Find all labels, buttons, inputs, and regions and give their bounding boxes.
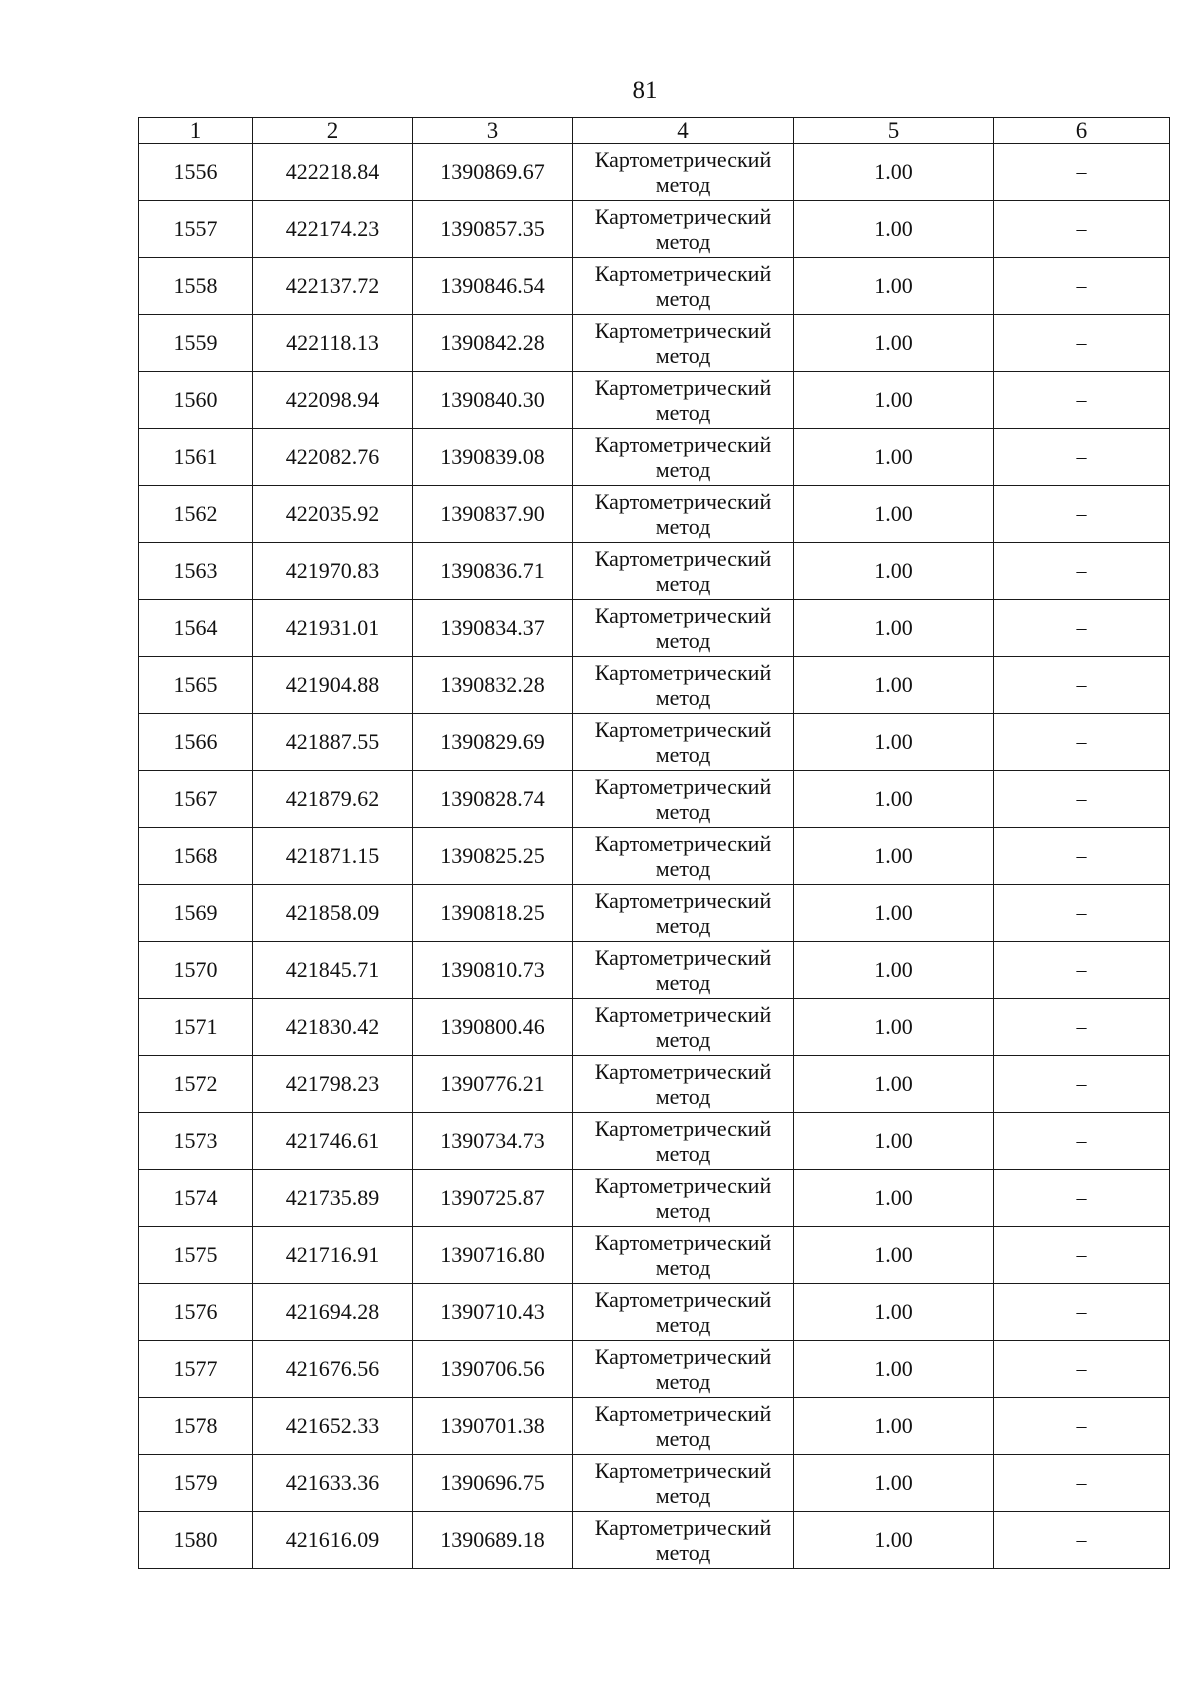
point-number-cell: 1571 [139,999,253,1056]
note-cell: – [994,1056,1170,1113]
method-cell [573,201,794,258]
method-line-1: Картометрический [594,1002,772,1027]
table-row [139,1455,1170,1512]
y-coordinate-cell: 1390696.75 [413,1455,573,1512]
note-cell: – [994,1227,1170,1284]
table-row [139,1227,1170,1284]
method-line-2: метод [655,856,711,881]
method-cell [573,828,794,885]
method-line-1: Картометрический [594,147,772,172]
x-coordinate-cell: 421871.15 [253,828,413,885]
accuracy-cell: 1.00 [794,771,994,828]
note-cell: – [994,543,1170,600]
x-coordinate-cell: 421879.62 [253,771,413,828]
method-line-1: Картометрический [594,945,772,970]
y-coordinate-cell: 1390842.28 [413,315,573,372]
x-coordinate-cell: 421904.88 [253,657,413,714]
note-cell: – [994,942,1170,999]
accuracy-cell: 1.00 [794,372,994,429]
method-line-1: Картометрический [594,660,772,685]
note-cell: – [994,600,1170,657]
accuracy-cell: 1.00 [794,714,994,771]
x-coordinate-cell: 421676.56 [253,1341,413,1398]
x-coordinate-cell: 421858.09 [253,885,413,942]
page-number: 81 [632,77,658,104]
note-cell: – [994,1170,1170,1227]
accuracy-cell: 1.00 [794,1398,994,1455]
y-coordinate-cell: 1390734.73 [413,1113,573,1170]
point-number-cell: 1556 [139,144,253,201]
method-cell [573,1170,794,1227]
note-cell: – [994,372,1170,429]
accuracy-cell: 1.00 [794,828,994,885]
table-row [139,258,1170,315]
table-row [139,942,1170,999]
y-coordinate-cell: 1390828.74 [413,771,573,828]
note-cell: – [994,1341,1170,1398]
accuracy-cell: 1.00 [794,885,994,942]
column-header: 4 [573,118,794,144]
method-cell [573,543,794,600]
point-number-cell: 1569 [139,885,253,942]
accuracy-cell: 1.00 [794,1170,994,1227]
method-line-1: Картометрический [594,774,772,799]
x-coordinate-cell: 421735.89 [253,1170,413,1227]
point-number-cell: 1566 [139,714,253,771]
table-row [139,1056,1170,1113]
accuracy-cell: 1.00 [794,1056,994,1113]
x-coordinate-cell: 421746.61 [253,1113,413,1170]
point-number-cell: 1557 [139,201,253,258]
method-cell [573,1284,794,1341]
x-coordinate-cell: 422174.23 [253,201,413,258]
method-line-2: метод [655,229,711,254]
y-coordinate-cell: 1390834.37 [413,600,573,657]
y-coordinate-cell: 1390800.46 [413,999,573,1056]
table-row [139,1512,1170,1569]
point-number-cell: 1558 [139,258,253,315]
note-cell: – [994,1113,1170,1170]
method-line-2: метод [655,1369,711,1394]
method-line-2: метод [655,1483,711,1508]
column-header: 6 [994,118,1170,144]
point-number-cell: 1572 [139,1056,253,1113]
accuracy-cell: 1.00 [794,258,994,315]
point-number-cell: 1570 [139,942,253,999]
note-cell: – [994,828,1170,885]
accuracy-cell: 1.00 [794,1113,994,1170]
method-line-2: метод [655,172,711,197]
accuracy-cell: 1.00 [794,1512,994,1569]
note-cell: – [994,144,1170,201]
point-number-cell: 1578 [139,1398,253,1455]
table-row [139,1341,1170,1398]
x-coordinate-cell: 421970.83 [253,543,413,600]
table-row [139,201,1170,258]
table-header [139,118,1170,144]
point-number-cell: 1576 [139,1284,253,1341]
method-line-2: метод [655,400,711,425]
point-number-cell: 1561 [139,429,253,486]
point-number-cell: 1562 [139,486,253,543]
method-line-2: метод [655,1027,711,1052]
table-row [139,600,1170,657]
y-coordinate-cell: 1390839.08 [413,429,573,486]
accuracy-cell: 1.00 [794,315,994,372]
method-line-2: метод [655,970,711,995]
note-cell: – [994,771,1170,828]
y-coordinate-cell: 1390846.54 [413,258,573,315]
method-cell [573,714,794,771]
method-line-1: Картометрический [594,261,772,286]
method-line-1: Картометрический [594,432,772,457]
method-line-2: метод [655,571,711,596]
method-cell [573,1227,794,1284]
accuracy-cell: 1.00 [794,942,994,999]
method-cell [573,1512,794,1569]
y-coordinate-cell: 1390716.80 [413,1227,573,1284]
x-coordinate-cell: 421845.71 [253,942,413,999]
method-line-2: метод [655,1312,711,1337]
method-line-1: Картометрический [594,318,772,343]
point-number-cell: 1563 [139,543,253,600]
method-line-1: Картометрический [594,546,772,571]
accuracy-cell: 1.00 [794,999,994,1056]
table-row [139,144,1170,201]
method-line-2: метод [655,1426,711,1451]
method-line-2: метод [655,1084,711,1109]
method-line-1: Картометрический [594,831,772,856]
method-line-2: метод [655,343,711,368]
method-line-2: метод [655,1540,711,1565]
note-cell: – [994,714,1170,771]
note-cell: – [994,1455,1170,1512]
point-number-cell: 1559 [139,315,253,372]
x-coordinate-cell: 421798.23 [253,1056,413,1113]
point-number-cell: 1574 [139,1170,253,1227]
method-cell [573,429,794,486]
table-row [139,1113,1170,1170]
table-row [139,1284,1170,1341]
method-line-1: Картометрический [594,1401,772,1426]
method-line-2: метод [655,799,711,824]
accuracy-cell: 1.00 [794,1455,994,1512]
note-cell: – [994,1398,1170,1455]
y-coordinate-cell: 1390836.71 [413,543,573,600]
y-coordinate-cell: 1390832.28 [413,657,573,714]
method-cell [573,942,794,999]
note-cell: – [994,201,1170,258]
method-cell [573,1341,794,1398]
y-coordinate-cell: 1390825.25 [413,828,573,885]
point-number-cell: 1568 [139,828,253,885]
column-header: 1 [139,118,253,144]
method-line-2: метод [655,1198,711,1223]
table-row [139,714,1170,771]
method-cell [573,144,794,201]
method-line-1: Картометрический [594,1344,772,1369]
accuracy-cell: 1.00 [794,600,994,657]
x-coordinate-cell: 422035.92 [253,486,413,543]
method-cell [573,999,794,1056]
table-row [139,486,1170,543]
x-coordinate-cell: 421716.91 [253,1227,413,1284]
x-coordinate-cell: 422218.84 [253,144,413,201]
method-cell [573,1113,794,1170]
x-coordinate-cell: 422137.72 [253,258,413,315]
table-row [139,372,1170,429]
y-coordinate-cell: 1390829.69 [413,714,573,771]
table-row [139,999,1170,1056]
method-line-2: метод [655,628,711,653]
table-row [139,543,1170,600]
method-line-1: Картометрический [594,489,772,514]
method-line-1: Картометрический [594,1059,772,1084]
method-cell [573,1455,794,1512]
note-cell: – [994,429,1170,486]
method-line-2: метод [655,1141,711,1166]
method-line-1: Картометрический [594,204,772,229]
y-coordinate-cell: 1390710.43 [413,1284,573,1341]
accuracy-cell: 1.00 [794,429,994,486]
y-coordinate-cell: 1390776.21 [413,1056,573,1113]
y-coordinate-cell: 1390706.56 [413,1341,573,1398]
table-row [139,828,1170,885]
note-cell: – [994,315,1170,372]
note-cell: – [994,1284,1170,1341]
method-cell [573,1398,794,1455]
header-row [139,118,1170,144]
method-cell [573,258,794,315]
method-line-2: метод [655,514,711,539]
point-number-cell: 1560 [139,372,253,429]
table-row [139,1398,1170,1455]
method-cell [573,600,794,657]
method-line-1: Картометрический [594,1515,772,1540]
table-row [139,885,1170,942]
method-cell [573,1056,794,1113]
y-coordinate-cell: 1390869.67 [413,144,573,201]
point-number-cell: 1565 [139,657,253,714]
column-header: 3 [413,118,573,144]
point-number-cell: 1575 [139,1227,253,1284]
accuracy-cell: 1.00 [794,1341,994,1398]
y-coordinate-cell: 1390810.73 [413,942,573,999]
method-cell [573,315,794,372]
y-coordinate-cell: 1390818.25 [413,885,573,942]
method-line-2: метод [655,685,711,710]
accuracy-cell: 1.00 [794,144,994,201]
x-coordinate-cell: 422118.13 [253,315,413,372]
method-line-1: Картометрический [594,1116,772,1141]
table-body [139,144,1170,1569]
accuracy-cell: 1.00 [794,543,994,600]
method-line-1: Картометрический [594,1458,772,1483]
method-cell [573,657,794,714]
accuracy-cell: 1.00 [794,1284,994,1341]
point-number-cell: 1567 [139,771,253,828]
x-coordinate-cell: 421616.09 [253,1512,413,1569]
method-line-2: метод [655,286,711,311]
method-cell [573,771,794,828]
column-header: 2 [253,118,413,144]
accuracy-cell: 1.00 [794,657,994,714]
y-coordinate-cell: 1390857.35 [413,201,573,258]
x-coordinate-cell: 421931.01 [253,600,413,657]
x-coordinate-cell: 422082.76 [253,429,413,486]
method-cell [573,885,794,942]
method-line-1: Картометрический [594,717,772,742]
method-line-2: метод [655,457,711,482]
method-line-1: Картометрический [594,603,772,628]
table-row [139,429,1170,486]
point-number-cell: 1573 [139,1113,253,1170]
accuracy-cell: 1.00 [794,201,994,258]
note-cell: – [994,258,1170,315]
table-row [139,657,1170,714]
table-row [139,1170,1170,1227]
note-cell: – [994,999,1170,1056]
point-number-cell: 1580 [139,1512,253,1569]
note-cell: – [994,1512,1170,1569]
point-number-cell: 1579 [139,1455,253,1512]
column-header: 5 [794,118,994,144]
accuracy-cell: 1.00 [794,1227,994,1284]
point-number-cell: 1564 [139,600,253,657]
y-coordinate-cell: 1390725.87 [413,1170,573,1227]
x-coordinate-cell: 421694.28 [253,1284,413,1341]
x-coordinate-cell: 421652.33 [253,1398,413,1455]
method-line-1: Картометрический [594,1173,772,1198]
table-row [139,771,1170,828]
method-line-1: Картометрический [594,888,772,913]
note-cell: – [994,657,1170,714]
note-cell: – [994,885,1170,942]
y-coordinate-cell: 1390701.38 [413,1398,573,1455]
method-line-1: Картометрический [594,1230,772,1255]
accuracy-cell: 1.00 [794,486,994,543]
y-coordinate-cell: 1390837.90 [413,486,573,543]
coordinates-table [138,117,1170,1569]
table-row [139,315,1170,372]
x-coordinate-cell: 421830.42 [253,999,413,1056]
method-cell [573,372,794,429]
x-coordinate-cell: 421633.36 [253,1455,413,1512]
x-coordinate-cell: 421887.55 [253,714,413,771]
method-line-2: метод [655,913,711,938]
y-coordinate-cell: 1390840.30 [413,372,573,429]
method-cell [573,486,794,543]
method-line-2: метод [655,742,711,767]
method-line-1: Картометрический [594,375,772,400]
method-line-1: Картометрический [594,1287,772,1312]
y-coordinate-cell: 1390689.18 [413,1512,573,1569]
point-number-cell: 1577 [139,1341,253,1398]
method-line-2: метод [655,1255,711,1280]
note-cell: – [994,486,1170,543]
x-coordinate-cell: 422098.94 [253,372,413,429]
